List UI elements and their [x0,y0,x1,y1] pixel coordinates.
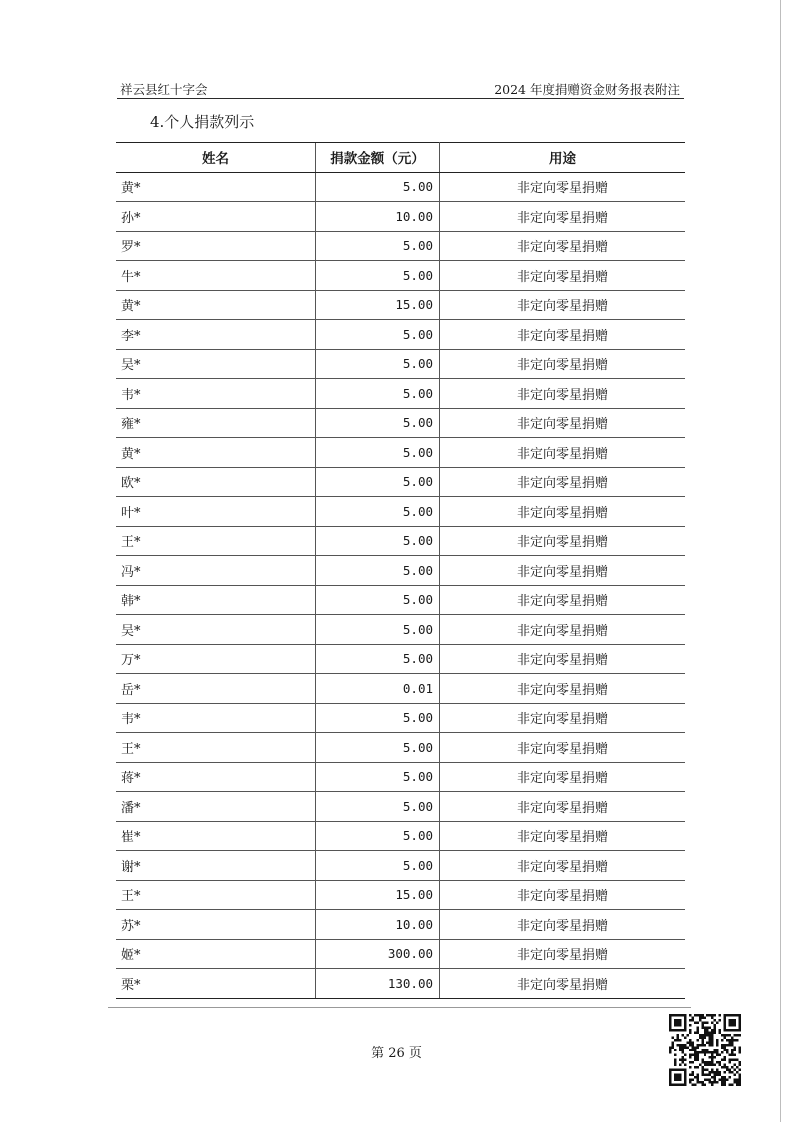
table-row [116,733,685,763]
donation-use: 非定向零星捐赠 [440,615,686,645]
donation-amount: 5.00 [316,703,440,733]
footer-rule [108,1007,691,1008]
donor-name: 雍* [116,408,316,438]
donation-amount: 5.00 [316,821,440,851]
donor-name: 吴* [116,615,316,645]
table-row [116,910,685,940]
page-header [117,78,684,99]
donation-use: 非定向零星捐赠 [440,526,686,556]
donation-use: 非定向零星捐赠 [440,821,686,851]
donation-use: 非定向零星捐赠 [440,467,686,497]
donation-use: 非定向零星捐赠 [440,733,686,763]
donor-name: 黄* [116,438,316,468]
table-row [116,674,685,704]
donation-amount: 5.00 [316,585,440,615]
table-row [116,172,685,202]
table-row [116,497,685,527]
table-row [116,792,685,822]
donation-use: 非定向零星捐赠 [440,202,686,232]
donation-amount: 5.00 [316,467,440,497]
document-title: 2024 年度捐赠资金财务报表附注 [494,82,680,97]
section-title: 4.个人捐款列示 [150,113,255,131]
donor-name: 黄* [116,172,316,202]
donation-amount: 5.00 [316,733,440,763]
table-row [116,821,685,851]
table-header-row [116,143,685,173]
table-row [116,851,685,881]
donation-use: 非定向零星捐赠 [440,497,686,527]
column-header-name: 姓名 [116,143,316,173]
donor-name: 王* [116,733,316,763]
donation-amount: 5.00 [316,497,440,527]
table-row [116,880,685,910]
donor-name: 孙* [116,202,316,232]
table-row [116,202,685,232]
donation-use: 非定向零星捐赠 [440,851,686,881]
donation-use: 非定向零星捐赠 [440,556,686,586]
donation-use: 非定向零星捐赠 [440,320,686,350]
org-name: 祥云县红十字会 [120,82,208,97]
donor-name: 王* [116,526,316,556]
donation-use: 非定向零星捐赠 [440,880,686,910]
donation-amount: 5.00 [316,172,440,202]
donor-name: 欧* [116,467,316,497]
donor-name: 栗* [116,969,316,999]
table-row [116,379,685,409]
donation-amount: 5.00 [316,320,440,350]
donation-amount: 5.00 [316,261,440,291]
donor-name: 李* [116,320,316,350]
table-row [116,349,685,379]
donation-amount: 5.00 [316,644,440,674]
donation-amount: 130.00 [316,969,440,999]
donor-name: 韩* [116,585,316,615]
table-row [116,556,685,586]
donation-amount: 5.00 [316,556,440,586]
donor-name: 黄* [116,290,316,320]
donation-amount: 10.00 [316,202,440,232]
table-row [116,438,685,468]
donor-name: 王* [116,880,316,910]
donor-name: 叶* [116,497,316,527]
donation-use: 非定向零星捐赠 [440,379,686,409]
qr-code-icon [669,1014,741,1086]
donation-use: 非定向零星捐赠 [440,969,686,999]
donation-use: 非定向零星捐赠 [440,408,686,438]
donation-use: 非定向零星捐赠 [440,231,686,261]
donation-amount: 0.01 [316,674,440,704]
donation-use: 非定向零星捐赠 [440,674,686,704]
donation-use: 非定向零星捐赠 [440,762,686,792]
table-row [116,231,685,261]
donation-amount: 5.00 [316,379,440,409]
donor-name: 万* [116,644,316,674]
table-row [116,969,685,999]
donor-name: 谢* [116,851,316,881]
donor-name: 吴* [116,349,316,379]
donation-use: 非定向零星捐赠 [440,792,686,822]
table-row [116,762,685,792]
donation-amount: 10.00 [316,910,440,940]
donation-amount: 5.00 [316,792,440,822]
donation-amount: 5.00 [316,438,440,468]
table-row [116,261,685,291]
donor-name: 蒋* [116,762,316,792]
donation-amount: 5.00 [316,231,440,261]
donor-name: 崔* [116,821,316,851]
donor-name: 罗* [116,231,316,261]
donation-use: 非定向零星捐赠 [440,172,686,202]
donation-table [116,142,685,999]
donation-use: 非定向零星捐赠 [440,438,686,468]
donation-amount: 5.00 [316,851,440,881]
table-row [116,615,685,645]
table-row [116,703,685,733]
donor-name: 苏* [116,910,316,940]
donation-use: 非定向零星捐赠 [440,349,686,379]
donation-use: 非定向零星捐赠 [440,939,686,969]
table-row [116,408,685,438]
donor-name: 岳* [116,674,316,704]
donor-name: 牛* [116,261,316,291]
donor-name: 姬* [116,939,316,969]
donation-amount: 300.00 [316,939,440,969]
donation-amount: 5.00 [316,526,440,556]
donor-name: 韦* [116,703,316,733]
donation-use: 非定向零星捐赠 [440,910,686,940]
column-header-use: 用途 [440,143,686,173]
donation-use: 非定向零星捐赠 [440,703,686,733]
donation-amount: 5.00 [316,349,440,379]
donation-use: 非定向零星捐赠 [440,644,686,674]
table-row [116,939,685,969]
donation-use: 非定向零星捐赠 [440,290,686,320]
table-row [116,526,685,556]
page-edge [780,0,781,1122]
table-row [116,467,685,497]
donation-amount: 15.00 [316,290,440,320]
donor-name: 冯* [116,556,316,586]
table-row [116,644,685,674]
table-row [116,290,685,320]
donation-use: 非定向零星捐赠 [440,585,686,615]
column-header-amount: 捐款金额（元） [316,143,440,173]
table-row [116,585,685,615]
donor-name: 韦* [116,379,316,409]
donation-amount: 5.00 [316,762,440,792]
table-row [116,320,685,350]
donation-amount: 5.00 [316,615,440,645]
page-number: 第 26 页 [371,1046,422,1061]
donation-amount: 15.00 [316,880,440,910]
donation-use: 非定向零星捐赠 [440,261,686,291]
donor-name: 潘* [116,792,316,822]
donation-amount: 5.00 [316,408,440,438]
